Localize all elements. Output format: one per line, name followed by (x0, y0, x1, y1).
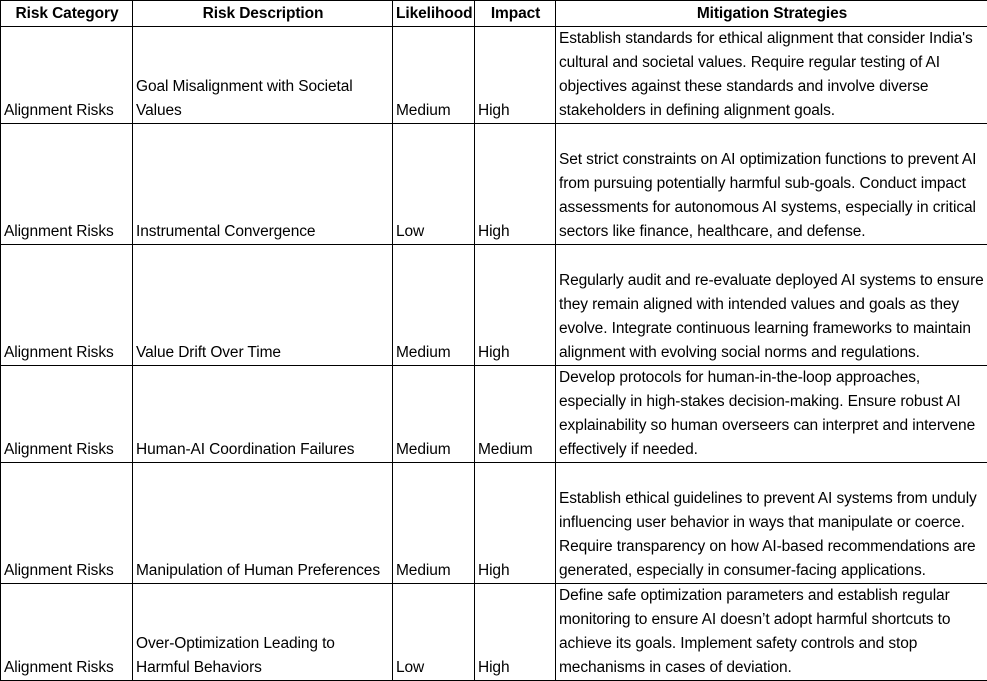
cell-risk-description: Human-AI Coordination Failures (133, 366, 393, 463)
header-mitigation-strategies: Mitigation Strategies (556, 1, 987, 27)
table-row (1, 124, 987, 245)
cell-mitigation-strategy: Establish standards for ethical alignment that consider India's cultural and societal values. Require regular testing of AI objectives against these standards and involve diverse stakeholders in defining alignment goals. (556, 27, 987, 124)
cell-mitigation-strategy: Define safe optimization parameters and establish regular monitoring to ensure AI doesn’t adopt harmful shortcuts to achieve its goals. Implement safety controls and stop mechanisms in cases of deviation. (556, 584, 987, 681)
cell-risk-description: Goal Misalignment with Societal Values (133, 27, 393, 124)
header-risk-description: Risk Description (133, 1, 393, 27)
cell-impact: High (475, 584, 556, 681)
cell-impact: High (475, 124, 556, 245)
cell-risk-category: Alignment Risks (1, 27, 133, 124)
table-row (1, 366, 987, 463)
table-row (1, 584, 987, 681)
cell-impact: High (475, 27, 556, 124)
cell-impact: High (475, 463, 556, 584)
cell-impact: High (475, 245, 556, 366)
header-likelihood: Likelihood (393, 1, 475, 27)
cell-mitigation-strategy: Develop protocols for human-in-the-loop approaches, especially in high-stakes decision-making. Ensure robust AI explainability so human overseers can interpret and intervene effectively if needed. (556, 366, 987, 463)
cell-likelihood: Medium (393, 463, 475, 584)
cell-mitigation-strategy: Regularly audit and re-evaluate deployed AI systems to ensure they remain aligned with intended values and goals as they evolve. Integrate continuous learning frameworks to maintain alignment with evolving social norms and regulations. (556, 245, 987, 366)
cell-impact: Medium (475, 366, 556, 463)
table-row (1, 463, 987, 584)
cell-likelihood: Medium (393, 245, 475, 366)
cell-risk-category: Alignment Risks (1, 584, 133, 681)
cell-risk-description: Value Drift Over Time (133, 245, 393, 366)
header-risk-category: Risk Category (1, 1, 133, 27)
table-row (1, 245, 987, 366)
cell-mitigation-strategy: Set strict constraints on AI optimization functions to prevent AI from pursuing potentially harmful sub-goals. Conduct impact assessments for autonomous AI systems, especially in critical sectors like finance, healthcare, and defense. (556, 124, 987, 245)
cell-risk-description: Manipulation of Human Preferences (133, 463, 393, 584)
cell-risk-category: Alignment Risks (1, 366, 133, 463)
cell-mitigation-strategy: Establish ethical guidelines to prevent AI systems from unduly influencing user behavior in ways that manipulate or coerce. Require transparency on how AI-based recommendations are generated, especially in consumer-facing applications. (556, 463, 987, 584)
cell-likelihood: Low (393, 124, 475, 245)
cell-likelihood: Medium (393, 27, 475, 124)
cell-risk-description: Over-Optimization Leading to Harmful Behaviors (133, 584, 393, 681)
header-row (1, 1, 987, 27)
cell-risk-category: Alignment Risks (1, 463, 133, 584)
header-impact: Impact (475, 1, 556, 27)
cell-likelihood: Low (393, 584, 475, 681)
table-row (1, 27, 987, 124)
cell-risk-category: Alignment Risks (1, 245, 133, 366)
cell-likelihood: Medium (393, 366, 475, 463)
cell-risk-category: Alignment Risks (1, 124, 133, 245)
cell-risk-description: Instrumental Convergence (133, 124, 393, 245)
